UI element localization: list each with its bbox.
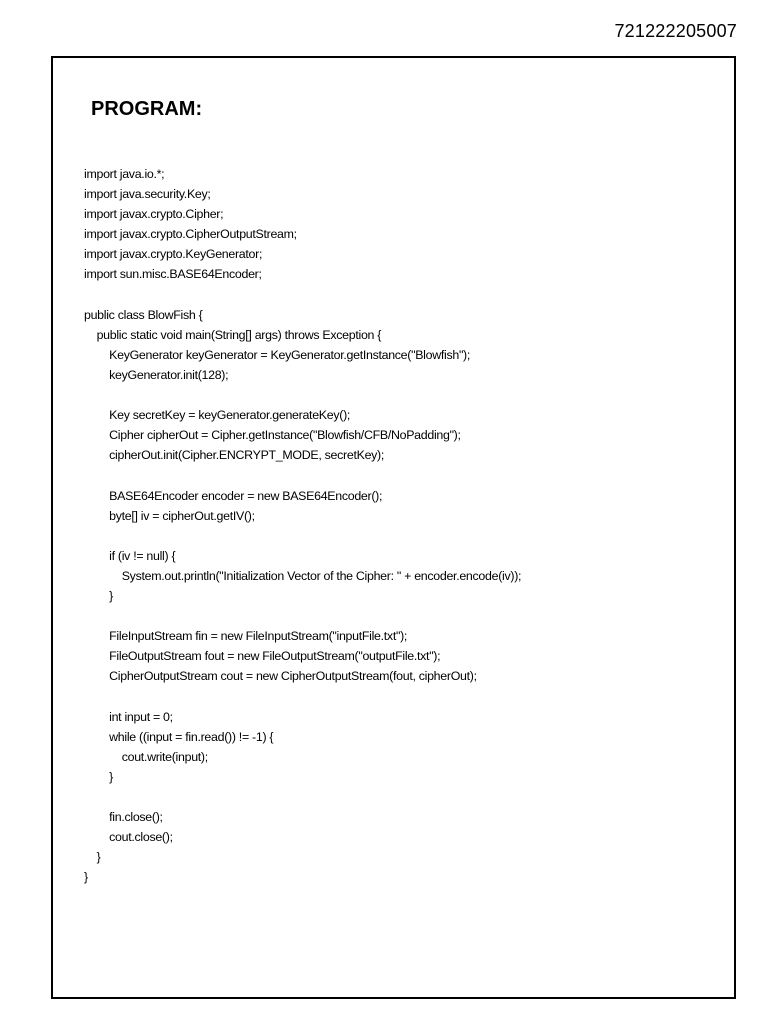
code-line bbox=[84, 787, 521, 807]
code-line: CipherOutputStream cout = new CipherOutputStream(fout, cipherOut); bbox=[84, 669, 477, 684]
code-line: } bbox=[84, 769, 113, 784]
code-line: int input = 0; bbox=[84, 709, 173, 724]
code-line: } bbox=[84, 850, 101, 865]
code-line: fin.close(); bbox=[84, 810, 163, 824]
code-line: } bbox=[84, 870, 88, 885]
code-line bbox=[84, 465, 521, 485]
code-line: if (iv != null) { bbox=[84, 548, 176, 563]
code-line: import java.security.Key; bbox=[84, 187, 211, 202]
code-line: Key secretKey = keyGenerator.generateKey(); bbox=[84, 408, 351, 423]
code-line bbox=[84, 385, 521, 405]
code-line: System.out.println("Initialization Vector of the Cipher: " + encoder.encode(iv)); bbox=[84, 568, 522, 583]
code-block bbox=[84, 164, 521, 887]
code-line: import javax.crypto.Cipher; bbox=[84, 207, 224, 222]
code-line: byte[] iv = cipherOut.getIV(); bbox=[84, 508, 255, 523]
code-line bbox=[84, 606, 521, 626]
code-line: Cipher cipherOut = Cipher.getInstance("Blowfish/CFB/NoPadding"); bbox=[84, 428, 461, 443]
code-line: cout.close(); bbox=[84, 830, 173, 845]
code-line: import sun.misc.BASE64Encoder; bbox=[84, 267, 262, 282]
code-line: public class BlowFish { bbox=[84, 307, 203, 322]
code-line: public static void main(String[] args) throws Exception { bbox=[84, 327, 382, 342]
code-line bbox=[84, 285, 521, 305]
code-line: import java.io.*; bbox=[84, 167, 165, 181]
code-line: keyGenerator.init(128); bbox=[84, 367, 229, 382]
code-line: FileOutputStream fout = new FileOutputStream("outputFile.txt"); bbox=[84, 649, 441, 664]
code-line: BASE64Encoder encoder = new BASE64Encoder(); bbox=[84, 488, 383, 503]
roll-number: 721222205007 bbox=[614, 21, 737, 41]
page-frame bbox=[51, 56, 736, 999]
code-line bbox=[84, 686, 521, 706]
code-line: KeyGenerator keyGenerator = KeyGenerator.getInstance("Blowfish"); bbox=[84, 347, 471, 362]
code-line: while ((input = fin.read()) != -1) { bbox=[84, 729, 274, 744]
code-line bbox=[84, 526, 521, 546]
code-line: } bbox=[84, 588, 113, 603]
code-line: import javax.crypto.CipherOutputStream; bbox=[84, 227, 297, 242]
program-heading: PROGRAM: bbox=[91, 98, 203, 120]
code-line: cipherOut.init(Cipher.ENCRYPT_MODE, secretKey); bbox=[84, 448, 385, 463]
code-line: cout.write(input); bbox=[84, 749, 208, 764]
code-line: FileInputStream fin = new FileInputStream("inputFile.txt"); bbox=[84, 629, 408, 644]
code-line: import javax.crypto.KeyGenerator; bbox=[84, 247, 263, 262]
